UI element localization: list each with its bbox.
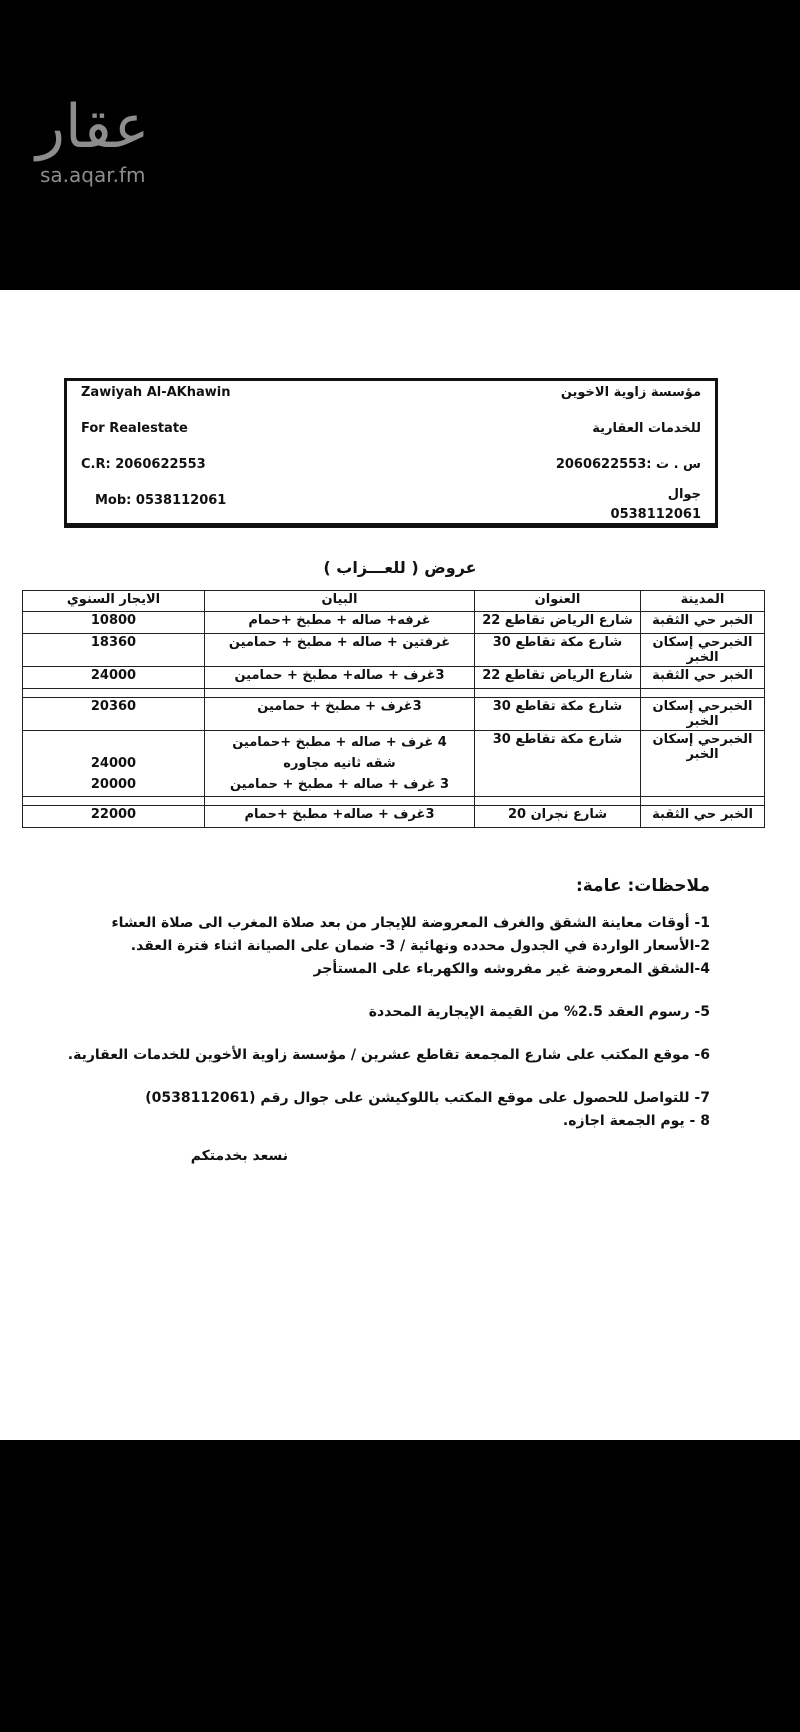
header-address: العنوان [475,591,641,612]
cell-description: 3غرف + صاله+ مطبخ +حمام [205,806,475,828]
cell-description: غرفه+ صاله + مطبخ +حمام [205,612,475,634]
desc-line-3: 3 غرف + صاله + مطبخ + حمامين [229,777,450,792]
rent-line-1: 24000 [90,756,137,771]
company-sub-en: For Realestate [81,421,188,436]
bottom-black-band [0,1440,800,1732]
cell-city: الخبر حي الثقبة [641,612,765,634]
cell-address: شارع مكة تقاطع 30 [475,731,641,797]
top-black-band [0,0,800,290]
cell-description: 3غرف + صاله+ مطبخ + حمامين [205,667,475,689]
cell-rent: 22000 [23,806,205,828]
cell-rent: 10800 [23,612,205,634]
cell-address: شارع نجران 20 [475,806,641,828]
cell-city: الخبر حي الثقبة [641,806,765,828]
cell-description: غرفتين + صاله + مطبخ + حمامين [205,634,475,667]
table-spacer-row [23,689,765,698]
table-header-row [23,591,765,612]
note-item: 2-الأسعار الواردة في الجدول محدده ونهائية / 3- ضمان على الصيانة اثناء فترة العقد. [130,938,710,954]
table-row [23,806,765,828]
company-name-ar: مؤسسة زاوية الاخوين [560,385,701,400]
header-description: البيان [205,591,475,612]
cell-city: الخبرحي إسكان الخبر [641,698,765,731]
cell-city: الخبر حي الثقبة [641,667,765,689]
cell-rent: 24000 [23,667,205,689]
cell-rent: 18360 [23,634,205,667]
table-row-multi [23,731,765,797]
offers-title: عروض ( للعـــزاب ) [323,558,477,577]
offers-table [22,590,765,828]
table-row [23,667,765,689]
cell-description-multi [205,731,475,797]
table-row [23,698,765,731]
note-item: 1- أوقات معاينة الشقق والغرف المعروضة للإيجار من بعد صلاة المغرب الى صلاة العشاء [111,915,710,931]
note-item: 4-الشقق المعروضة غير مفروشه والكهرباء على المستأجر [313,961,710,977]
header-city: المدينة [641,591,765,612]
cell-address: شارع مكة تقاطع 30 [475,698,641,731]
notes-section [67,876,710,1133]
note-item: 6- موقع المكتب على شارع المجمعة تقاطع عشرين / مؤسسة زاوية الأخوين للخدمات العقارية. [67,1047,710,1063]
watermark-logo [36,92,149,186]
document-page [0,290,800,1440]
cell-address: شارع الرياض تقاطع 22 [475,612,641,634]
table-row [23,612,765,634]
note-item: 8 - يوم الجمعة اجازه. [562,1113,710,1129]
table-row [23,634,765,667]
note-item: 7- للتواصل للحصول على موقع المكتب باللوكيشن على جوال رقم (0538112061) [145,1090,710,1106]
header-rent: الايجار السنوي [23,591,205,612]
mobile-label-ar: جوال [667,487,701,502]
cell-rent: 20360 [23,698,205,731]
cr-ar: س . ت :2060622553 [555,457,701,472]
cell-city: الخبرحي إسكان الخبر [641,731,765,797]
watermark-site: sa.aqar.fm [39,163,146,187]
notes-title: ملاحظات: عامة: [575,876,710,896]
table-spacer-row [23,797,765,806]
cell-address: شارع مكة تقاطع 30 [475,634,641,667]
cr-en: C.R: 2060622553 [81,457,206,472]
cell-address: شارع الرياض تقاطع 22 [475,667,641,689]
company-name-en: Zawiyah Al-AKhawin [81,385,231,400]
closing-text: نسعد بخدمتكم [190,1148,288,1164]
cell-rent-multi [23,731,205,797]
letterhead-box [64,378,718,528]
desc-line-2: شقه ثانيه مجاوره [283,756,396,771]
mobile-ar: 0538112061 [610,507,701,522]
cell-city: الخبرحي إسكان الخبر [641,634,765,667]
desc-line-1: 4 غرف + صاله + مطبخ +حمامين [232,735,447,750]
cell-description: 3غرف + مطبخ + حمامين [205,698,475,731]
mobile-en: Mob: 0538112061 [95,493,227,508]
watermark-arabic: عقار [36,92,150,162]
rent-line-2: 20000 [90,777,137,792]
note-item: 5- رسوم العقد 2.5% من القيمة الإيجارية المحددة [368,1004,710,1020]
company-sub-ar: للخدمات العقارية [592,421,701,436]
